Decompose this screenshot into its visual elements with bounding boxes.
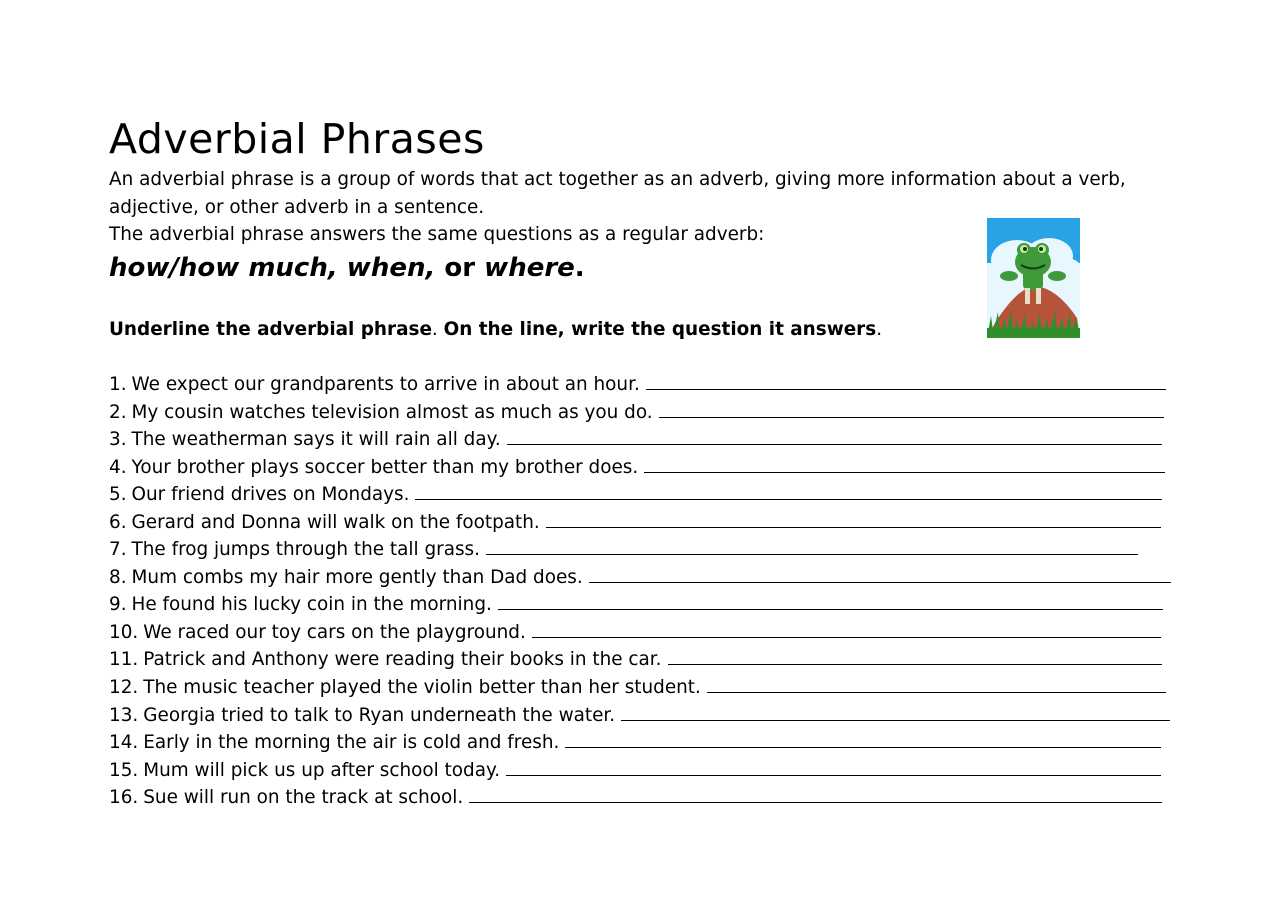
exercise-sentence: The frog jumps through the tall grass. [131,539,480,561]
instruction-part-1: Underline the adverbial phrase [109,319,432,340]
exercise-sentence: Sue will run on the track at school. [143,787,464,809]
answer-line[interactable] [469,801,1162,803]
exercise-number: 13. [109,704,139,726]
exercise-sentence: Early in the morning the air is cold and fresh. [143,732,560,754]
exercise-item [109,619,1174,647]
instruction-end: . [876,319,883,340]
answer-line[interactable] [621,719,1170,721]
answer-line[interactable] [659,416,1164,418]
exercise-sentence: The music teacher played the violin better than her student. [143,677,701,699]
exercise-item [109,426,1174,454]
exercise-item [109,591,1174,619]
instruction-part-2: On the line, write the question it answers [443,319,877,340]
exercise-item [109,371,1174,399]
answer-line[interactable] [644,471,1165,473]
exercise-item [109,646,1174,674]
exercise-number: 2. [109,401,127,423]
exercise-sentence: Georgia tried to talk to Ryan underneath the water. [143,704,616,726]
page-title: Adverbial Phrases [109,115,485,163]
exercise-sentence: Gerard and Donna will walk on the footpath. [131,511,540,533]
exercise-item [109,757,1174,785]
answer-line[interactable] [668,663,1162,665]
exercise-number: 3. [109,429,127,451]
exercise-item [109,784,1174,812]
exercise-number: 15. [109,759,139,781]
exercise-number: 12. [109,677,139,699]
exercise-number: 7. [109,539,127,561]
exercise-sentence: Your brother plays soccer better than my brother does. [131,456,639,478]
exercise-sentence: Mum combs my hair more gently than Dad does. [131,566,583,588]
exercise-item [109,399,1174,427]
exercise-item [109,481,1174,509]
exercise-item [109,674,1174,702]
exercise-sentence: My cousin watches television almost as much as you do. [131,401,653,423]
exercise-item [109,509,1174,537]
answer-line[interactable] [532,636,1161,638]
exercise-number: 10. [109,621,139,643]
exercise-number: 1. [109,374,127,395]
question-word-where: where [484,253,575,283]
exercise-number: 6. [109,511,127,533]
answer-line[interactable] [498,608,1163,610]
exercise-sentence: He found his lucky coin in the morning. [131,594,492,616]
exercise-item [109,536,1174,564]
exercise-number: 14. [109,732,139,754]
frog-illustration [987,218,1080,338]
answer-line[interactable] [546,526,1161,528]
exercise-item [109,564,1174,592]
exercise-sentence: Patrick and Anthony were reading their books in the car. [143,649,662,671]
answer-line[interactable] [565,746,1161,748]
exercise-sentence: We raced our toy cars on the playground. [143,621,526,643]
question-word-when: when, [346,253,436,283]
question-word-or: or [444,253,476,283]
exercise-number: 8. [109,566,127,588]
intro-questions: The adverbial phrase answers the same questions as a regular adverb: [109,224,765,246]
exercise-number: 5. [109,484,127,506]
answer-line[interactable] [589,581,1171,583]
exercise-number: 4. [109,456,127,478]
exercise-item [109,454,1174,482]
question-words [109,250,585,286]
answer-line[interactable] [507,443,1162,445]
exercise-list [109,371,1174,812]
answer-line[interactable] [415,498,1162,500]
exercise-sentence: Mum will pick us up after school today. [143,759,501,781]
exercise-sentence: Our friend drives on Mondays. [131,484,410,506]
question-word-how: how/how much, [109,253,338,283]
answer-line[interactable] [506,774,1161,776]
exercise-number: 9. [109,594,127,616]
instruction-text [109,316,882,344]
exercise-sentence: We expect our grandparents to arrive in about an hour. [131,374,640,395]
exercise-item [109,702,1174,730]
exercise-number: 16. [109,787,139,809]
answer-line[interactable] [646,388,1166,390]
exercise-item [109,729,1174,757]
exercise-sentence: The weatherman says it will rain all day. [131,429,501,451]
instruction-separator: . [431,319,444,340]
answer-line[interactable] [707,691,1166,693]
intro-definition: An adverbial phrase is a group of words that act together as an adverb, giving more information about a verb, adjective, or other adverb in a sentence. [109,169,1126,218]
exercise-number: 11. [109,649,139,671]
answer-line[interactable] [486,553,1138,555]
question-words-period: . [574,253,585,283]
